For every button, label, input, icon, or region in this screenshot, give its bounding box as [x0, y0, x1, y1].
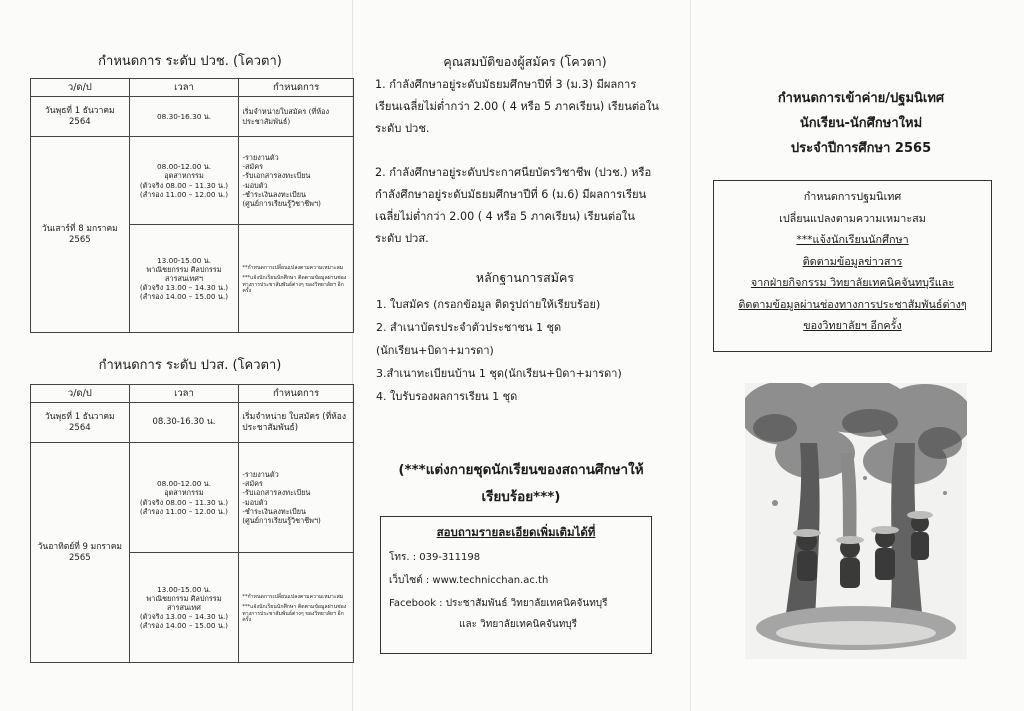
row-time-afternoon: 13.00-15.00 น. พาณิชยกรรม ศิลปกรรม สารสนเทศ (ตัวจริง 13.00 – 14.30 น.) (สำรอง 14.00 – 15.00 น.) [129, 553, 239, 663]
row-date: วันเสาร์ที่ 8 มกราคม 2565 [31, 137, 130, 333]
list-item: 3.สำเนาทะเบียนบ้าน 1 ชุด(นักเรียน+บิดา+มารดา) [376, 367, 622, 380]
documents-list [376, 293, 666, 408]
header-activity: กำหนดการ [239, 79, 354, 97]
table-header-row [31, 79, 354, 97]
schedule-title-hvc: กำหนดการ ระดับ ปวส. (โควตา) [98, 358, 282, 373]
qualification-title: คุณสมบัติของผู้สมัคร (โควตา) [443, 54, 607, 69]
header-time: เวลา [129, 385, 239, 403]
contact-heading: สอบถามรายละเอียดเพิ่มเติมได้ที่ [436, 525, 596, 539]
qualification-2: 2. กำลังศึกษาอยู่ระดับประกาศนียบัตรวิชาชีพ (ปวช.) หรือกำลังศึกษาอยู่ระดับมัธยมศึกษาปีที่ 6 (ม.6) มีผลการเรียนเฉลี่ยไม่ต่ำกว่า 2.00 ( 4 หรือ 5 ภาคเรียน) เรียนต่อในระดับ ปวส. [375, 166, 652, 245]
header-date: ว/ด/ป [31, 79, 130, 97]
row-time-afternoon: 13.00-15.00 น. พาณิชยกรรม ศิลปกรรม สารสนเทศฯ (ตัวจริง 13.00 – 14.30 น.) (สำรอง 14.00 – 15.00 น.) [129, 225, 239, 333]
table-header-row [31, 385, 354, 403]
table-row [31, 97, 354, 137]
row-activity: เริ่มจำหน่าย ใบสมัคร (ที่ห้องประชาสัมพันธ์) [239, 403, 354, 443]
header-date: ว/ด/ป [31, 385, 130, 403]
table-row [31, 403, 354, 443]
contact-box [380, 516, 652, 654]
row-activity-morning: -รายงานตัว -สมัคร -รับเอกสารลงทะเบียน -มอบตัว -ชำระเงินลงทะเบียน (ศูนย์การเรียนรู้วิชาชีพฯ) [239, 443, 354, 553]
orientation-title: กำหนดการเข้าค่าย/ปฐมนิเทศ นักเรียน-นักศึกษาใหม่ ประจำปีการศึกษา 2565 [777, 91, 945, 156]
contact-facebook-2: และ วิทยาลัยเทคนิคจันทบุรี [459, 619, 578, 630]
row-activity: เริ่มจำหน่ายใบสมัคร (ที่ห้องประชาสัมพันธ์) [239, 97, 354, 137]
row-activity-afternoon: **กำหนดการเปลี่ยนแปลงตามความเหมาะสม ***แจ้งนักเรียนนักศึกษา ติดตามข้อมูลผ่านช่องทางการประชาสัมพันธ์ต่างๆ ของวิทยาลัยฯ อีกครั้ง [239, 553, 354, 663]
table-row [31, 137, 354, 225]
row-activity-afternoon: **กำหนดการเปลี่ยนแปลงตามความเหมาะสม ***แจ้งนักเรียนนักศึกษา ติดตามข้อมูลผ่านช่องทางการประชาสัมพันธ์ต่างๆ ของวิทยาลัยฯ อีกครั้ง [239, 225, 354, 333]
fold-line-right [690, 0, 691, 711]
dress-code-note: (***แต่งกายชุดนักเรียนของสถานศึกษาให้เรียบร้อย***) [398, 462, 644, 505]
schedule-table-pvc [30, 78, 354, 333]
students-camping-illustration [745, 383, 967, 659]
contact-website: เว็บไซต์ : www.technicchan.ac.th [389, 575, 549, 586]
list-item: 4. ใบรับรองผลการเรียน 1 ชุด [376, 390, 518, 403]
schedule-table-hvc [30, 384, 354, 663]
list-item: 2. สำเนาบัตรประจำตัวประชาชน 1 ชุด (นักเรียน+บิดา+มารดา) [376, 321, 562, 357]
header-activity: กำหนดการ [239, 385, 354, 403]
schedule-title-pvc: กำหนดการ ระดับ ปวช. (โควตา) [98, 54, 282, 69]
documents-title: หลักฐานการสมัคร [475, 270, 575, 285]
row-date: วันพุธที่ 1 ธันวาคม 2564 [31, 97, 130, 137]
row-date: วันอาทิตย์ที่ 9 มกราคม 2565 [31, 443, 130, 663]
row-activity-morning: -รายงานตัว -สมัคร -รับเอกสารลงทะเบียน -มอบตัว -ชำระเงินลงทะเบียน (ศูนย์การเรียนรู้วิชาชีพฯ) [239, 137, 354, 225]
qualification-1: 1. กำลังศึกษาอยู่ระดับมัธยมศึกษาปีที่ 3 (ม.3) มีผลการเรียนเฉลี่ยไม่ต่ำกว่า 2.00 ( 4 หรือ 5 ภาคเรียน) เรียนต่อในระดับ ปวช. [375, 78, 659, 135]
row-time: 08.30-16.30 น. [129, 97, 239, 137]
orientation-notice-box: กำหนดการปฐมนิเทศ เปลี่ยนแปลงตามความเหมาะสม ***แจ้งนักเรียนนักศึกษา ติดตามข้อมูลข่าวสาร จากฝ่ายกิจกรรม วิทยาลัยเทคนิคจันทบุรีและ ติดตามข้อมูลผ่านช่องทางการประชาสัมพันธ์ต่างๆ ของวิทยาลัยฯ อีกครั้ง [713, 180, 992, 352]
list-item: 1. ใบสมัคร (กรอกข้อมูล ติดรูปถ่ายให้เรียบร้อย) [376, 298, 601, 311]
row-time-morning: 08.00-12.00 น. อุตสาหกรรม (ตัวจริง 08.00 – 11.30 น.) (สำรอง 11.00 – 12.00 น.) [129, 137, 239, 225]
row-date: วันพุธที่ 1 ธันวาคม 2564 [31, 403, 130, 443]
contact-phone: โทร. : 039-311198 [389, 552, 481, 563]
row-time: 08.30-16.30 น. [129, 403, 239, 443]
contact-facebook: Facebook : ประชาสัมพันธ์ วิทยาลัยเทคนิคจันทบุรี [389, 598, 608, 609]
header-time: เวลา [129, 79, 239, 97]
row-time-morning: 08.00-12.00 น. อุตสาหกรรม (ตัวจริง 08.00 – 11.30 น.) (สำรอง 11.00 – 12.00 น.) [129, 443, 239, 553]
table-row [31, 443, 354, 553]
